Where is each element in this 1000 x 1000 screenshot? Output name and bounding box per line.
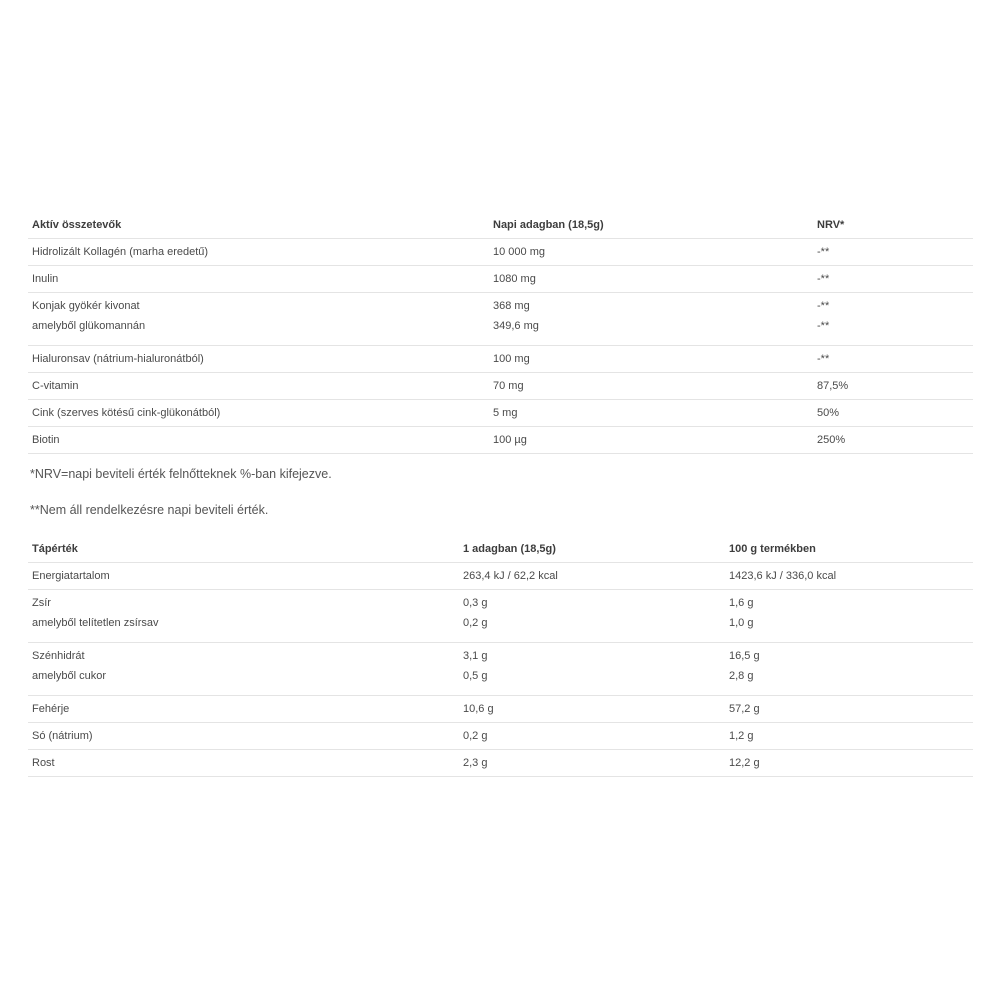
nutrition-row <box>28 563 973 590</box>
ingredient-row <box>28 293 973 346</box>
nutrient-per-serving <box>459 643 725 696</box>
ingredients-header-nrv: NRV* <box>817 219 845 231</box>
ingredient-name-line: amelyből glükomannán <box>32 320 146 332</box>
ingredient-row <box>28 266 973 293</box>
nutrient-name-line: Rost <box>32 757 55 769</box>
nutrient-per-serving <box>459 590 725 643</box>
nutrient-per-100g <box>725 563 973 590</box>
ingredient-nrv-line: -** <box>817 246 830 258</box>
ingredient-amount <box>489 346 813 373</box>
ingredient-name-line: Biotin <box>32 434 60 446</box>
ingredient-nrv <box>813 346 973 373</box>
ingredient-nrv-line: -** <box>817 273 830 285</box>
ingredient-row <box>28 400 973 427</box>
ingredient-row <box>28 373 973 400</box>
nutrient-per-serving <box>459 723 725 750</box>
nutrient-per-100g-line: 12,2 g <box>729 757 760 769</box>
ingredient-name <box>28 239 489 266</box>
ingredients-header-amount: Napi adagban (18,5g) <box>493 219 604 231</box>
ingredient-amount <box>489 427 813 454</box>
nutrient-name <box>28 723 459 750</box>
ingredient-name <box>28 266 489 293</box>
ingredient-amount <box>489 400 813 427</box>
nutrient-per-serving <box>459 750 725 777</box>
ingredient-row <box>28 346 973 373</box>
ingredient-row <box>28 239 973 266</box>
nutrition-table <box>28 536 973 777</box>
nutrition-header-name: Tápérték <box>32 543 78 555</box>
nutrient-per-serving-line: 0,2 g <box>463 617 488 629</box>
ingredient-nrv <box>813 400 973 427</box>
nutrition-header-per-100g: 100 g termékben <box>729 543 816 555</box>
nutrition-header-per-serving: 1 adagban (18,5g) <box>463 543 556 555</box>
ingredient-amount-line: 70 mg <box>493 380 524 392</box>
nutrient-name <box>28 643 459 696</box>
ingredient-nrv-line: 87,5% <box>817 380 849 392</box>
nutrient-per-100g-line: 1,6 g <box>729 597 754 609</box>
ingredient-nrv-line: -** <box>817 320 830 332</box>
nutrient-name-line: Só (nátrium) <box>32 730 93 742</box>
nutrition-row <box>28 696 973 723</box>
ingredient-name <box>28 373 489 400</box>
ingredient-amount-line: 349,6 mg <box>493 320 539 332</box>
nutrient-name-line: amelyből telítetlen zsírsav <box>32 617 159 629</box>
ingredient-amount-line: 100 mg <box>493 353 530 365</box>
ingredient-name <box>28 427 489 454</box>
nutrient-name <box>28 590 459 643</box>
ingredient-nrv-line: -** <box>817 353 830 365</box>
nutrient-name <box>28 696 459 723</box>
nutrient-per-serving-line: 263,4 kJ / 62,2 kcal <box>463 570 558 582</box>
nutrient-per-serving-line: 2,3 g <box>463 757 488 769</box>
ingredients-table <box>28 212 973 454</box>
ingredient-name-line: Konjak gyökér kivonat <box>32 300 140 312</box>
ingredient-nrv <box>813 427 973 454</box>
ingredient-name-line: Hialuronsav (nátrium-hialuronátból) <box>32 353 204 365</box>
ingredient-name <box>28 293 489 346</box>
ingredient-name-line: C-vitamin <box>32 380 79 392</box>
ingredient-row <box>28 427 973 454</box>
nutrition-row <box>28 750 973 777</box>
nutrient-per-serving <box>459 696 725 723</box>
nutrient-per-100g <box>725 750 973 777</box>
ingredient-nrv <box>813 293 973 346</box>
nutrition-row <box>28 643 973 696</box>
nutrient-per-serving-line: 3,1 g <box>463 650 488 662</box>
ingredient-amount-line: 5 mg <box>493 407 518 419</box>
nutrient-per-100g <box>725 696 973 723</box>
nutrient-per-serving-line: 0,3 g <box>463 597 488 609</box>
nutrient-per-100g-line: 1,2 g <box>729 730 754 742</box>
ingredient-amount-line: 10 000 mg <box>493 246 545 258</box>
ingredients-header-row <box>28 212 973 239</box>
nutrient-per-100g-line: 57,2 g <box>729 703 760 715</box>
nrv-footnote: *NRV=napi beviteli érték felnőtteknek %-ban kifejezve. <box>30 467 332 481</box>
ingredient-amount-line: 1080 mg <box>493 273 536 285</box>
ingredient-nrv <box>813 373 973 400</box>
nutrition-row <box>28 590 973 643</box>
no-nrv-footnote: **Nem áll rendelkezésre napi beviteli érték. <box>30 503 269 517</box>
ingredient-amount <box>489 239 813 266</box>
ingredient-amount-line: 100 µg <box>493 434 527 446</box>
nutrient-per-100g <box>725 643 973 696</box>
nutrient-per-serving-line: 0,2 g <box>463 730 488 742</box>
ingredient-amount <box>489 266 813 293</box>
nutrient-name-line: Zsír <box>32 597 51 609</box>
ingredients-header-name: Aktív összetevők <box>32 219 122 231</box>
nutrition-row <box>28 723 973 750</box>
nutrient-name-line: Szénhidrát <box>32 650 85 662</box>
nutrient-per-100g <box>725 723 973 750</box>
ingredient-nrv-line: 50% <box>817 407 840 419</box>
ingredient-name-line: Hidrolizált Kollagén (marha eredetű) <box>32 246 209 258</box>
nutrient-per-100g-line: 16,5 g <box>729 650 760 662</box>
nutrient-name-line: Energiatartalom <box>32 570 110 582</box>
nutrient-per-serving-line: 0,5 g <box>463 670 488 682</box>
nutrient-per-100g-line: 1,0 g <box>729 617 754 629</box>
ingredient-name <box>28 346 489 373</box>
nutrient-name <box>28 563 459 590</box>
ingredient-amount <box>489 293 813 346</box>
nutrient-per-serving-line: 10,6 g <box>463 703 494 715</box>
nutrient-per-100g-line: 1423,6 kJ / 336,0 kcal <box>729 570 837 582</box>
nutrient-name <box>28 750 459 777</box>
ingredient-amount-line: 368 mg <box>493 300 530 312</box>
ingredient-nrv <box>813 239 973 266</box>
ingredient-nrv <box>813 266 973 293</box>
nutrient-name-line: amelyből cukor <box>32 670 106 682</box>
ingredient-name-line: Inulin <box>32 273 59 285</box>
nutrient-per-100g-line: 2,8 g <box>729 670 754 682</box>
ingredient-name <box>28 400 489 427</box>
nutrition-header-row <box>28 536 973 563</box>
ingredient-name-line: Cink (szerves kötésű cink-glükonátból) <box>32 407 221 419</box>
ingredient-nrv-line: 250% <box>817 434 846 446</box>
ingredient-amount <box>489 373 813 400</box>
ingredient-nrv-line: -** <box>817 300 830 312</box>
nutrient-per-serving <box>459 563 725 590</box>
nutrient-per-100g <box>725 590 973 643</box>
nutrient-name-line: Fehérje <box>32 703 70 715</box>
